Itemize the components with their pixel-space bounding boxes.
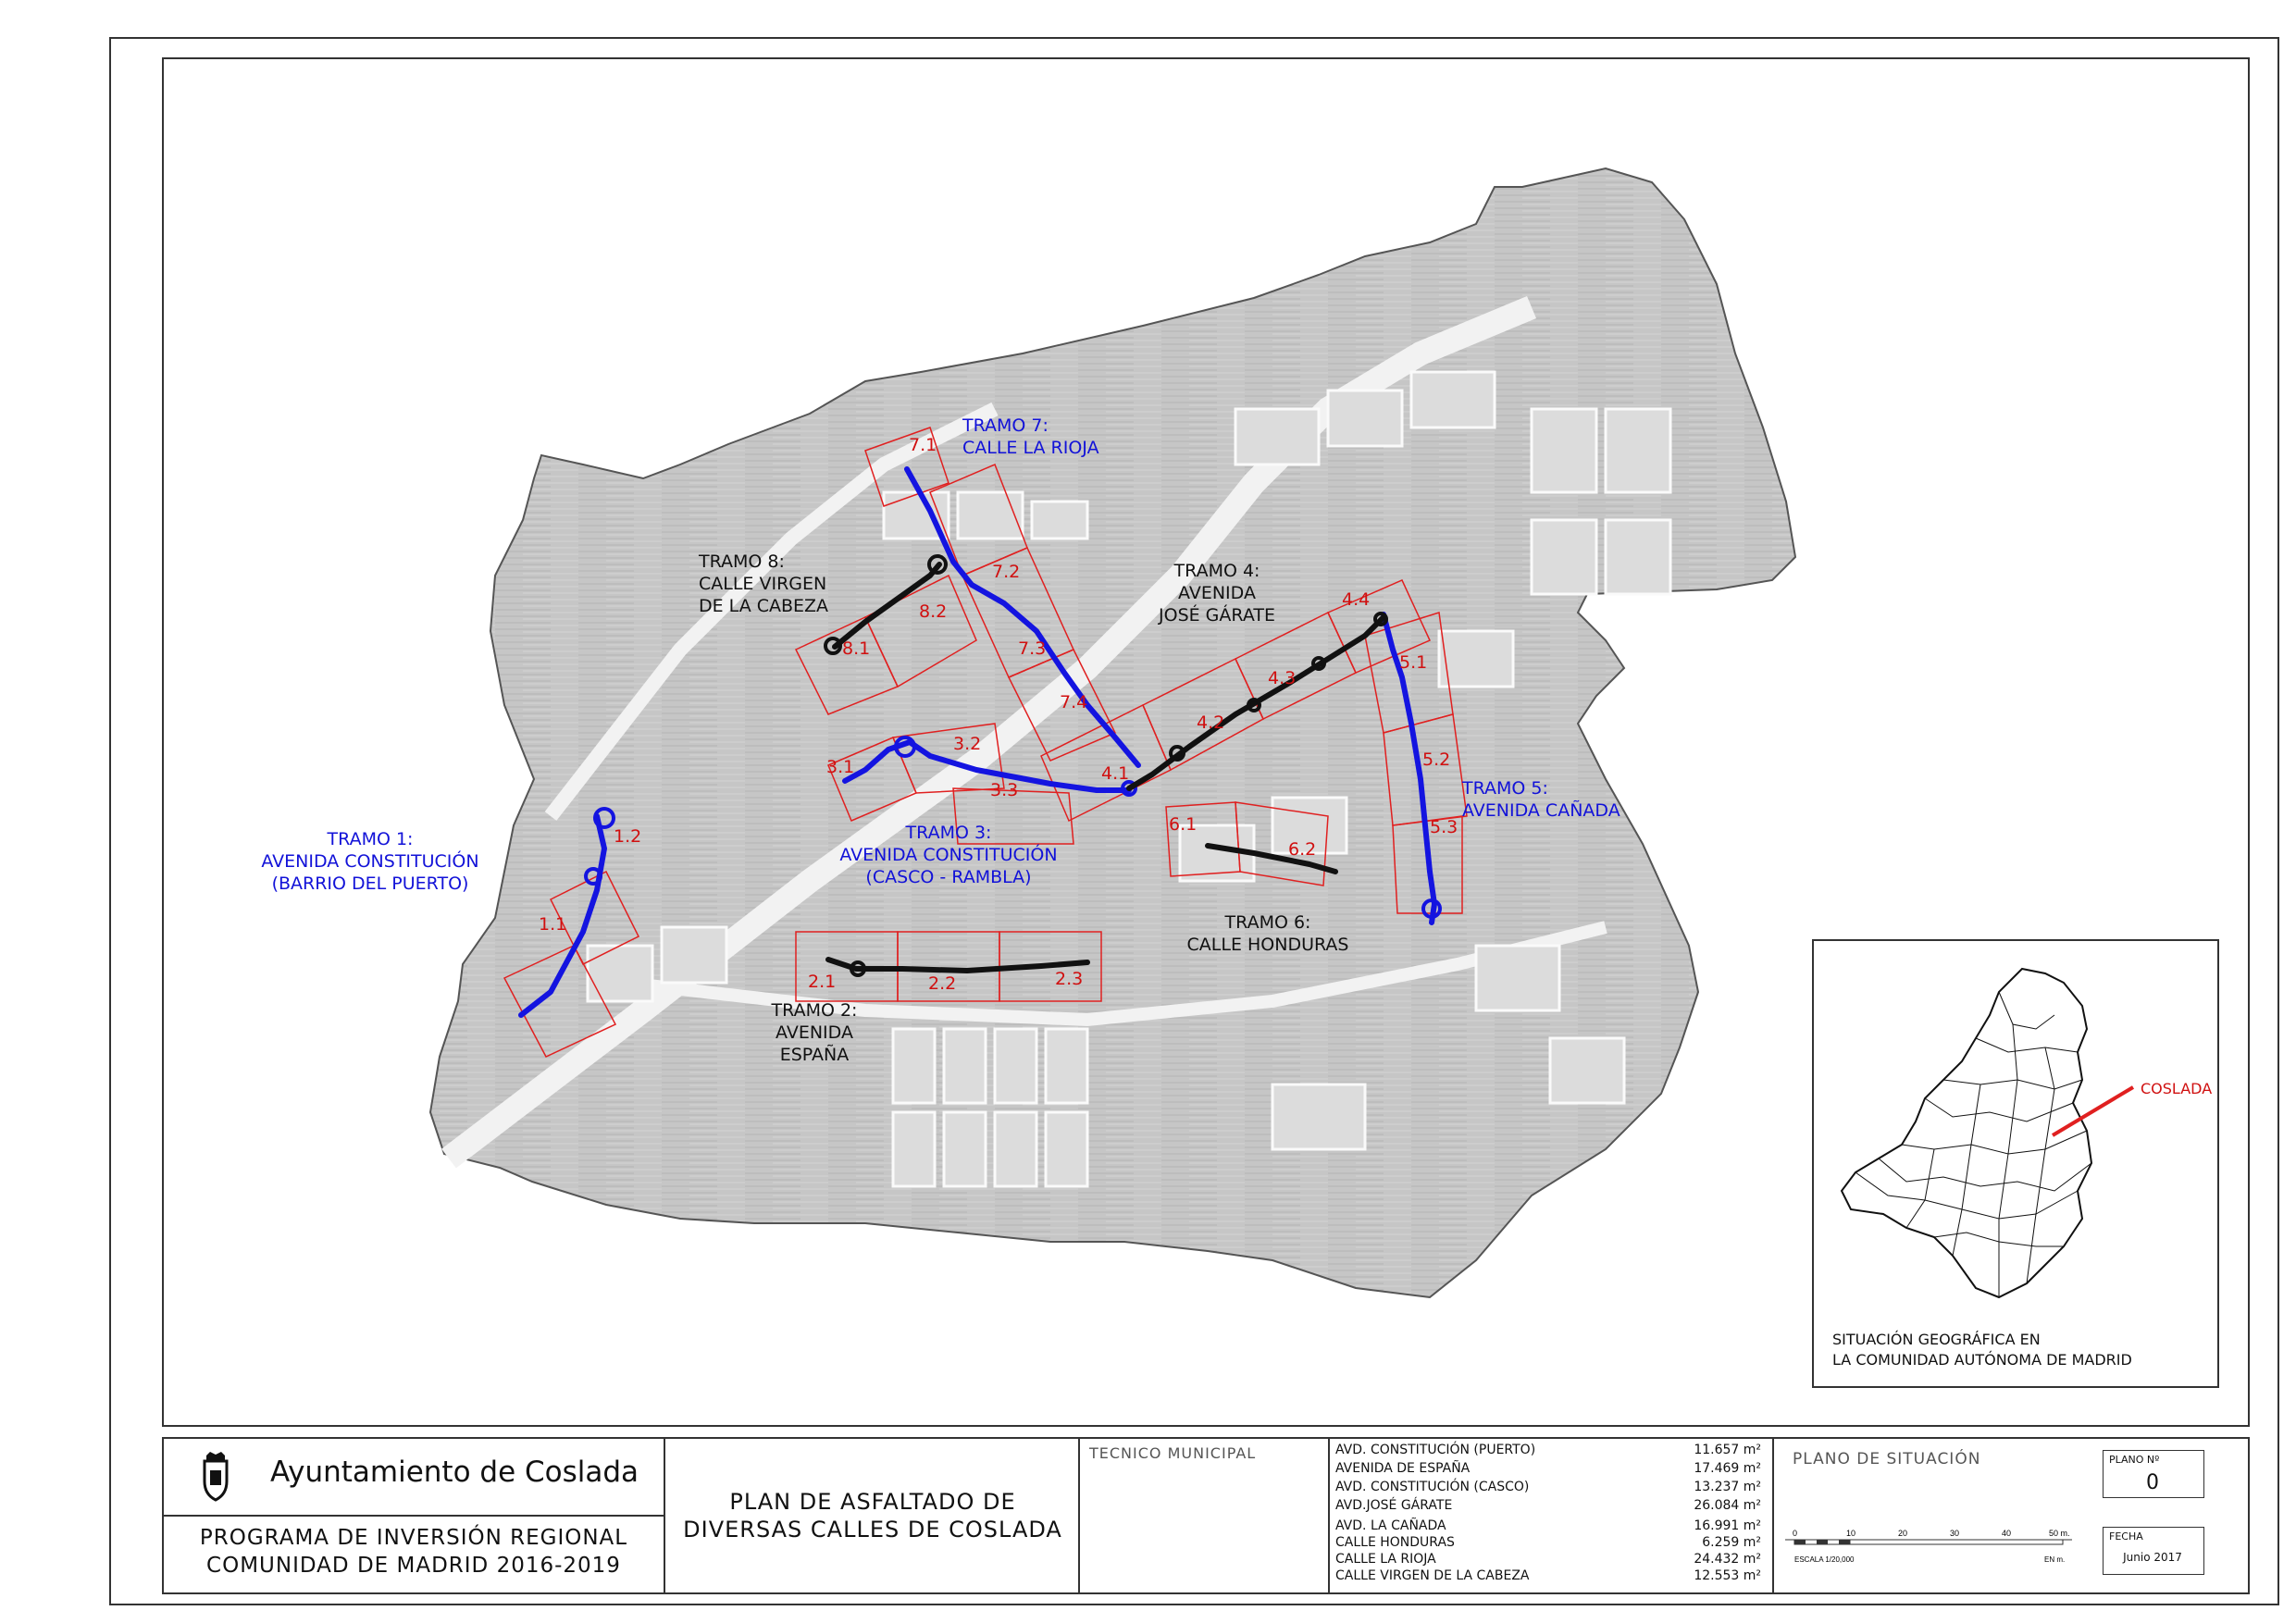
- ayuntamiento-name: Ayuntamiento de Coslada: [270, 1456, 639, 1489]
- section-label: 2.1: [808, 972, 837, 992]
- label-tramo-3: [828, 822, 1069, 888]
- programa-line: PROGRAMA DE INVERSIÓN REGIONAL: [199, 1526, 628, 1550]
- section-label: 3.3: [990, 780, 1019, 800]
- label-line: JOSÉ GÁRATE: [1159, 605, 1275, 626]
- area-name: AVD. LA CAÑADA: [1335, 1518, 1446, 1533]
- scale-tick: 40: [2002, 1529, 2012, 1538]
- area-name: AVD. CONSTITUCIÓN (PUERTO): [1335, 1443, 1536, 1457]
- area-row: [1335, 1478, 1761, 1496]
- escala-label: ESCALA 1/20,000: [1794, 1555, 1855, 1564]
- section-label: 7.4: [1060, 692, 1088, 712]
- label-line: TRAMO 2:: [771, 1000, 858, 1021]
- area-row: [1335, 1496, 1761, 1515]
- section-label: 8.1: [842, 638, 871, 659]
- label-line: TRAMO 6:: [1224, 912, 1311, 933]
- scale-tick: 10: [1846, 1529, 1856, 1538]
- fecha-value: Junio 2017: [2123, 1551, 2182, 1564]
- area-value: 24.432 m²: [1694, 1552, 1761, 1567]
- label-line: TRAMO 5:: [1462, 778, 1548, 799]
- label-line: CALLE LA RIOJA: [962, 438, 1099, 458]
- section-label: 4.2: [1197, 712, 1225, 733]
- label-line: AVENIDA CONSTITUCIÓN: [261, 851, 479, 872]
- plano-number-value: 0: [2146, 1471, 2159, 1494]
- area-row: [1335, 1550, 1761, 1568]
- fecha-box: [2103, 1527, 2204, 1575]
- area-name: CALLE HONDURAS: [1335, 1535, 1455, 1550]
- section-label: 5.1: [1399, 652, 1428, 673]
- section-label: 3.2: [953, 734, 982, 754]
- section-label: 2.2: [928, 973, 957, 994]
- area-value: 6.259 m²: [1702, 1535, 1761, 1550]
- section-label: 5.2: [1422, 750, 1451, 770]
- scale-tick: 0: [1793, 1529, 1798, 1538]
- label-line: TRAMO 4:: [1173, 561, 1260, 581]
- label-line: TRAMO 8:: [699, 551, 785, 572]
- label-tramo-5: [1462, 777, 1638, 822]
- label-line: AVENIDA: [1178, 583, 1256, 603]
- label-tramo-8: [699, 551, 838, 617]
- area-value: 16.991 m²: [1694, 1518, 1761, 1533]
- section-label: 7.3: [1018, 638, 1047, 659]
- label-tramo-4: [1152, 560, 1282, 626]
- section-label: 5.3: [1430, 817, 1458, 837]
- area-name: AVENIDA DE ESPAÑA: [1335, 1461, 1471, 1476]
- plan-line: PLAN DE ASFALTADO DE: [729, 1489, 1016, 1515]
- area-name: AVD. CONSTITUCIÓN (CASCO): [1335, 1480, 1530, 1494]
- area-row: [1335, 1567, 1761, 1585]
- label-line: AVENIDA CONSTITUCIÓN: [839, 845, 1058, 865]
- tecnico-cell: [1080, 1439, 1330, 1592]
- area-value: 26.084 m²: [1694, 1498, 1761, 1513]
- caption-line: SITUACIÓN GEOGRÁFICA EN: [1832, 1331, 2041, 1348]
- section-label: 6.2: [1288, 839, 1317, 860]
- area-value: 11.657 m²: [1694, 1443, 1761, 1457]
- areas-cell: [1330, 1439, 1774, 1592]
- label-line: AVENIDA CAÑADA: [1462, 800, 1620, 821]
- plano-number-label: PLANO Nº: [2109, 1454, 2160, 1466]
- label-tramo-7: [962, 415, 1111, 459]
- plan-cell: [665, 1439, 1080, 1592]
- programa-line: COMUNIDAD DE MADRID 2016-2019: [206, 1554, 621, 1578]
- label-tramo-6: [1185, 911, 1351, 956]
- section-label: 6.1: [1169, 814, 1198, 835]
- label-line: CALLE HONDURAS: [1186, 935, 1349, 955]
- title-block: [162, 1437, 2250, 1594]
- section-label: 7.1: [909, 435, 937, 455]
- label-line: CALLE VIRGEN: [699, 574, 827, 594]
- section-label: 1.2: [614, 826, 642, 847]
- section-label: 4.3: [1268, 668, 1297, 688]
- tecnico-label: TECNICO MUNICIPAL: [1089, 1444, 1257, 1462]
- label-line: (CASCO - RAMBLA): [865, 867, 1032, 887]
- label-line: TRAMO 7:: [962, 415, 1049, 436]
- area-row: [1335, 1533, 1761, 1552]
- area-name: CALLE LA RIOJA: [1335, 1552, 1436, 1567]
- plano-number-box: [2103, 1450, 2204, 1498]
- section-label: 3.1: [826, 757, 855, 777]
- area-row: [1335, 1441, 1761, 1459]
- label-line: TRAMO 1:: [327, 829, 414, 849]
- area-name: AVD.JOSÉ GÁRATE: [1335, 1498, 1453, 1513]
- section-label: 7.2: [992, 562, 1021, 582]
- ayuntamiento-cell: [164, 1439, 665, 1592]
- fecha-label: FECHA: [2109, 1530, 2143, 1542]
- area-value: 13.237 m²: [1694, 1480, 1761, 1494]
- plan-title: [665, 1488, 1080, 1543]
- coat-of-arms-icon: [197, 1450, 234, 1502]
- plan-line: DIVERSAS CALLES DE COSLADA: [683, 1517, 1062, 1542]
- section-label: 4.1: [1101, 763, 1130, 784]
- label-tramo-1: [250, 828, 490, 895]
- location-inset: [1812, 939, 2219, 1388]
- label-line: ESPAÑA: [779, 1045, 850, 1065]
- area-row: [1335, 1459, 1761, 1478]
- madrid-region-map: [1814, 941, 2217, 1386]
- section-label: 2.3: [1055, 969, 1084, 989]
- area-name: CALLE VIRGEN DE LA CABEZA: [1335, 1568, 1530, 1583]
- plano-cell: [1774, 1439, 2248, 1592]
- area-row: [1335, 1517, 1761, 1535]
- label-tramo-2: [759, 999, 870, 1066]
- label-line: DE LA CABEZA: [699, 596, 829, 616]
- area-value: 12.553 m²: [1694, 1568, 1761, 1583]
- section-label: 4.4: [1342, 589, 1371, 610]
- area-value: 17.469 m²: [1694, 1461, 1761, 1476]
- scale-tick: 20: [1898, 1529, 1908, 1538]
- section-label: 1.1: [539, 914, 567, 935]
- scale-bar: [1785, 1527, 2081, 1573]
- units-label: EN m.: [2044, 1555, 2066, 1564]
- caption-line: LA COMUNIDAD AUTÓNOMA DE MADRID: [1832, 1351, 2132, 1369]
- label-line: AVENIDA: [776, 1022, 853, 1043]
- plano-label: PLANO DE SITUACIÓN: [1793, 1450, 1981, 1468]
- programa-title: [164, 1524, 664, 1580]
- coslada-label: COSLADA: [2141, 1080, 2213, 1097]
- inset-caption: [1832, 1330, 2132, 1370]
- scale-tick: 30: [1950, 1529, 1960, 1538]
- label-line: (BARRIO DEL PUERTO): [271, 873, 469, 894]
- section-label: 8.2: [919, 601, 948, 622]
- scale-tick: 50 m.: [2049, 1529, 2070, 1538]
- divider: [164, 1515, 664, 1517]
- label-line: TRAMO 3:: [905, 823, 992, 843]
